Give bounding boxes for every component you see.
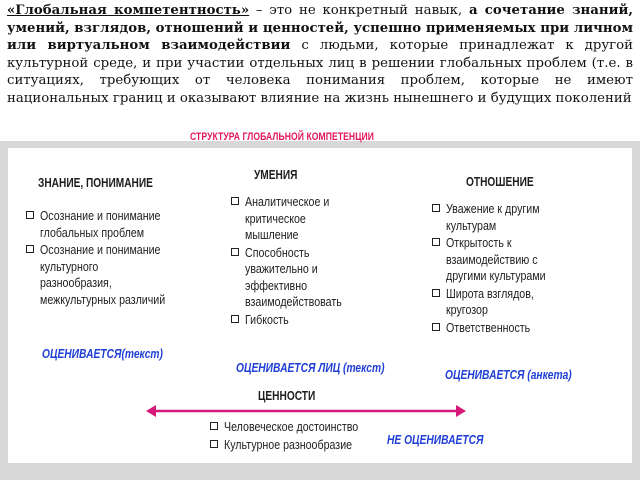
checkbox-icon (231, 248, 239, 256)
attitude-item-3-line-0: Ответственность (446, 319, 531, 335)
skills-item-0-line-0: Аналитическое и (245, 194, 330, 209)
list-item (210, 437, 410, 454)
attitude-item-1-line-0: Открытость к (446, 235, 512, 250)
checkbox-icon (432, 289, 440, 297)
list-item (26, 208, 196, 241)
list-item (432, 286, 622, 319)
knowledge-item-1-line-2: разнообразия, (40, 275, 112, 290)
skills-item-1-line-3: взаимодействовать (245, 294, 342, 309)
attitude-item-2-line-1: кругозор (446, 302, 488, 317)
checkbox-icon (432, 204, 440, 212)
heading-skills: УМЕНИЯ (254, 167, 298, 182)
assessment-skills: ОЦЕНИВАЕТСЯ ЛИЦ (текст) (236, 361, 385, 375)
skills-item-1-line-1: уважительно и (245, 261, 318, 276)
list-values (210, 419, 410, 454)
intro-rest: с людьми, которые принадлежат к другой культурной среде, и при участии отдельных лиц в решении глобальных проблем (т.е. в ситуациях, требующих от человека понимания проблем, которые не имеют национальных границ и оказывают влияние на жизнь нынешнего и будущих поколений (7, 38, 633, 106)
list-item (432, 320, 622, 337)
skills-item-0-line-2: мышление (245, 227, 299, 242)
intro-bold: а сочетание знаний, умений, взглядов, отношений и ценностей, успешно применяемых при личном или виртуальном взаимодействии (7, 3, 633, 54)
checkbox-icon (26, 211, 34, 219)
knowledge-item-1-line-1: культурного (40, 258, 99, 274)
assessment-attitude: ОЦЕНИВАЕТСЯ (анкета) (445, 368, 572, 382)
list-skills (231, 194, 381, 329)
list-item (210, 419, 410, 436)
list-item (231, 312, 381, 329)
knowledge-item-0-line-0: Осознание и понимание (40, 208, 161, 223)
skills-item-1-line-2: эффективно (245, 277, 308, 293)
attitude-item-0-line-1: культурам (446, 217, 497, 233)
values-item-1-line-0: Культурное разнообразие (224, 436, 353, 452)
checkbox-icon (432, 238, 440, 246)
checkbox-icon (210, 422, 218, 430)
list-attitude (432, 201, 622, 337)
values-item-0-line-0: Человеческое достоинство (224, 419, 359, 434)
skills-item-1-line-0: Способность (245, 244, 310, 260)
heading-knowledge: ЗНАНИЕ, ПОНИМАНИЕ (38, 175, 153, 190)
knowledge-item-1-line-0: Осознание и понимание (40, 242, 161, 257)
attitude-item-1-line-2: другими культурами (446, 268, 546, 283)
checkbox-icon (26, 245, 34, 253)
attitude-item-2-line-0: Широта взглядов, (446, 285, 534, 301)
knowledge-item-1-line-3: межкультурных различий (40, 291, 166, 307)
assessment-values: НЕ ОЦЕНИВАЕТСЯ (387, 433, 484, 447)
intro-term: «Глобальная компетентность» (7, 3, 250, 18)
list-item (432, 201, 622, 234)
checkbox-icon (231, 315, 239, 323)
skills-item-2-line-0: Гибкость (245, 311, 289, 327)
heading-values: ЦЕННОСТИ (258, 388, 316, 403)
double-arrow-icon (146, 403, 466, 419)
checkbox-icon (231, 197, 239, 205)
checkbox-icon (210, 440, 218, 448)
intro-paragraph (7, 2, 633, 108)
intro-dash: – это не конкретный навык, (249, 3, 469, 18)
list-knowledge (26, 208, 196, 309)
list-item (231, 245, 381, 311)
knowledge-item-0-line-1: глобальных проблем (40, 224, 145, 240)
heading-attitude: ОТНОШЕНИЕ (466, 174, 534, 189)
list-item (231, 194, 381, 244)
slide-title: СТРУКТУРА ГЛОБАЛЬНОЙ КОМПЕТЕНЦИИ (190, 131, 375, 143)
checkbox-icon (432, 323, 440, 331)
assessment-knowledge: ОЦЕНИВАЕТСЯ(текст) (42, 347, 163, 361)
list-item (432, 235, 622, 285)
attitude-item-1-line-1: взаимодействию с (446, 251, 538, 267)
skills-item-0-line-1: критическое (245, 210, 306, 226)
list-item (26, 242, 196, 308)
attitude-item-0-line-0: Уважение к другим (446, 201, 540, 216)
